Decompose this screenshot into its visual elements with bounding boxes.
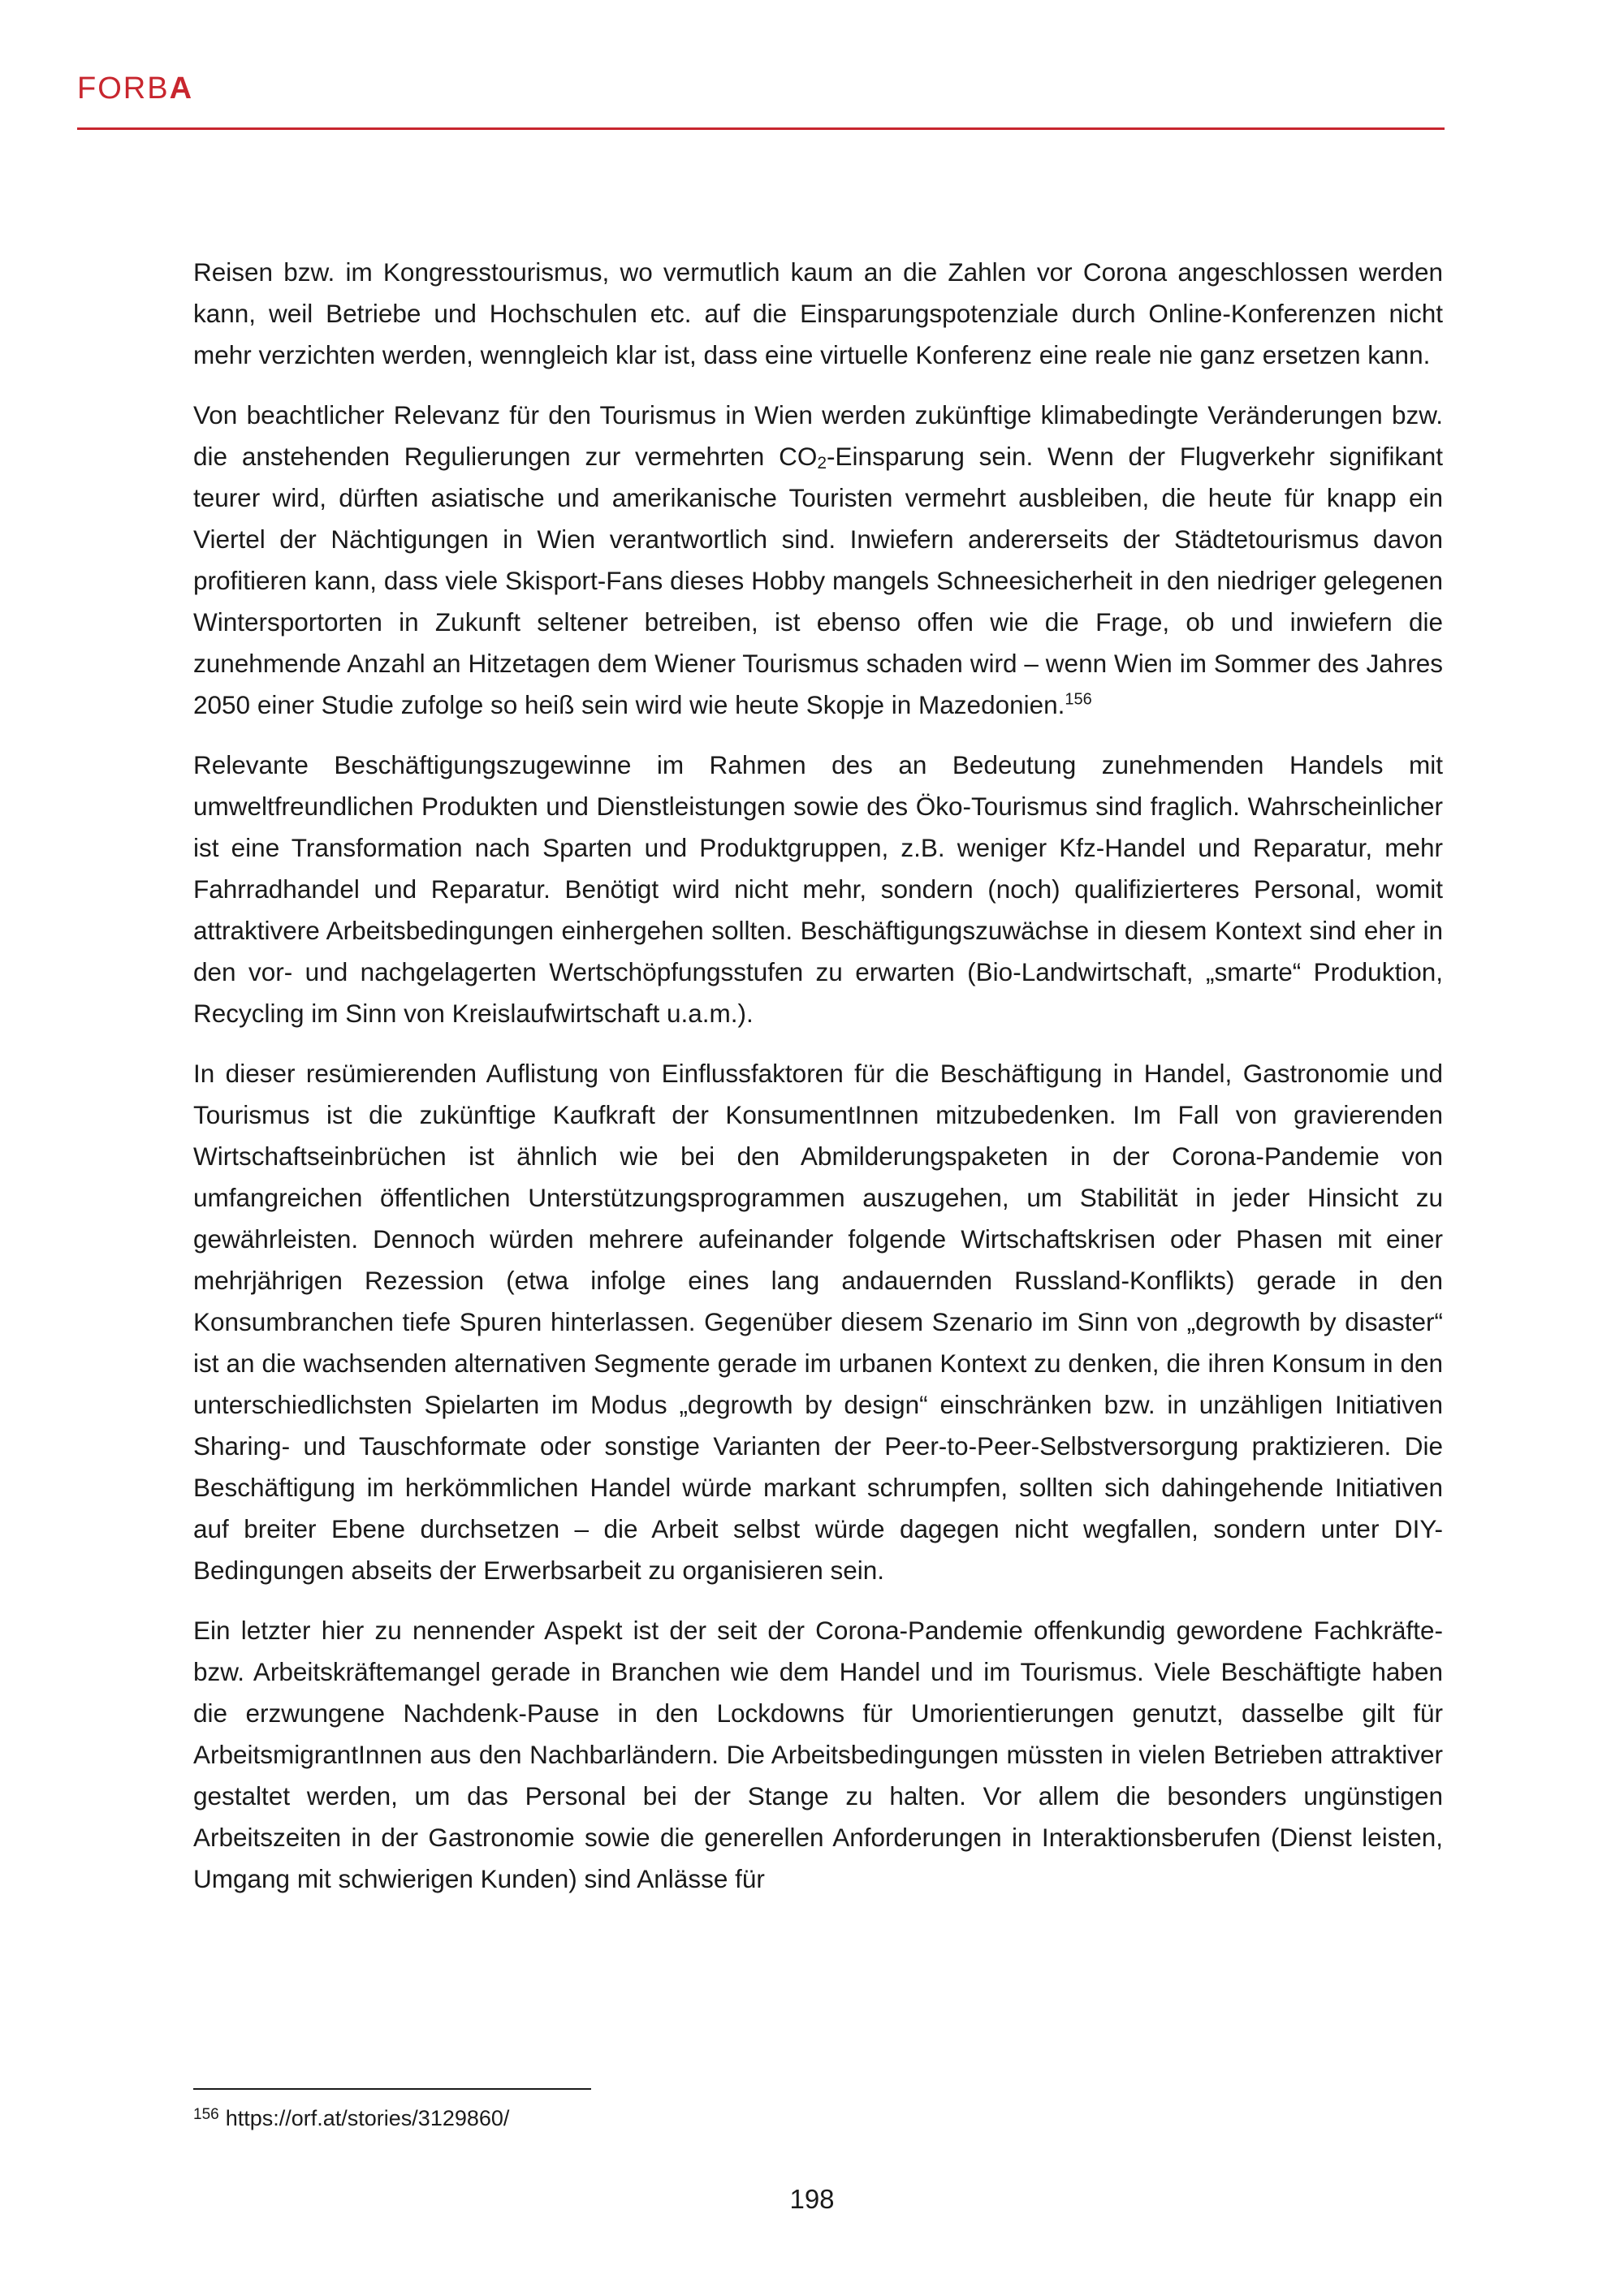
- forba-logo: [77, 71, 193, 106]
- co2-subscript: 2: [817, 454, 827, 473]
- footnote-number: 156: [193, 2106, 219, 2123]
- footnote-divider: [193, 2088, 591, 2090]
- logo-suffix: A: [169, 71, 194, 106]
- footnote-reference[interactable]: 156: [1065, 690, 1092, 709]
- paragraph-2: [193, 395, 1443, 726]
- paragraph-3: Relevante Beschäftigungszugewinne im Rahmen des an Bedeutung zunehmenden Handels mit umweltfreundlichen Produkten und Dienstleistungen sowie des Öko-Tourismus sind fraglich. Wahrscheinlicher ist eine Transformation nach Sparten und Produktgruppen, z.B. weniger Kfz-Handel und Reparatur, mehr Fahrradhandel und Reparatur. Benötigt wird nicht mehr, sondern (noch) qualifizierteres Personal, womit attraktivere Arbeitsbedingungen einhergehen sollten. Beschäftigungszuwächse in diesem Kontext sind eher in den vor- und nachgelagerten Wertschöpfungsstufen zu erwarten (Bio-Landwirtschaft, „smarte“ Produktion, Recycling im Sinn von Kreislaufwirtschaft u.a.m.).: [193, 750, 1443, 1028]
- paragraph-4: In dieser resümierenden Auflistung von Einflussfaktoren für die Beschäftigung in Handel, Gastronomie und Tourismus ist die zukünftige Kaufkraft der KonsumentInnen mitzubedenken. Im Fall von gravierenden Wirtschaftseinbrüchen ist ähnlich wie bei den Abmilderungspaketen in der Corona-Pandemie von umfangreichen öffentlichen Unterstützungsprogrammen auszugehen, um Stabilität in jeder Hinsicht zu gewährleisten. Dennoch würden mehrere aufeinander folgende Wirtschaftskrisen oder Phasen mit einer mehrjährigen Rezession (etwa infolge eines lang andauernden Russland-Konflikts) gerade in den Konsumbranchen tiefe Spuren hinterlassen. Gegenüber diesem Szenario im Sinn von „degrowth by disaster“ ist an die wachsenden alternativen Segmente gerade im urbanen Kontext zu denken, die ihren Konsum in den unterschiedlichsten Spielarten im Modus „degrowth by design“ einschränken bzw. in unzähligen Initiativen Sharing- und Tauschformate oder sonstige Varianten der Peer-to-Peer-Selbstversorgung praktizieren. Die Beschäftigung im herkömmlichen Handel würde markant schrumpfen, sollten sich dahingehende Initiativen auf breiter Ebene durchsetzen – die Arbeit selbst würde dagegen nicht wegfallen, sondern unter DIY-Bedingungen abseits der Erwerbsarbeit zu organisieren sein.: [193, 1059, 1443, 1585]
- header-divider: [77, 127, 1445, 130]
- paragraph-2-text-end: -Einsparung sein. Wenn der Flugverkehr signifikant teurer wird, dürften asiatische und amerikanische Touristen vermehrt ausbleiben, die heute für knapp ein Viertel der Nächtigungen in Wien verantwortlich sind. Inwiefern andererseits der Städtetourismus davon profitieren kann, dass viele Skisport-Fans dieses Hobby mangels Schneesicherheit in den niedriger gelegenen Wintersportorten in Zukunft seltener betreiben, ist ebenso offen wie die Frage, ob und inwiefern die zunehmende Anzahl an Hitzetagen dem Wiener Tourismus schaden wird – wenn Wien im Sommer des Jahres 2050 einer Studie zufolge so heiß sein wird wie heute Skopje in Mazedonien.: [193, 442, 1443, 719]
- footnote-link[interactable]: https://orf.at/stories/3129860/: [225, 2106, 510, 2130]
- paragraph-1: Reisen bzw. im Kongresstourismus, wo vermutlich kaum an die Zahlen vor Corona angeschlossen werden kann, weil Betriebe und Hochschulen etc. auf die Einsparungspotenziale durch Online-Konferenzen nicht mehr verzichten werden, wenngleich klar ist, dass eine virtuelle Konferenz eine reale nie ganz ersetzen kann.: [193, 257, 1443, 369]
- logo-prefix: FORB: [77, 71, 170, 106]
- paragraph-5: Ein letzter hier zu nennender Aspekt ist der seit der Corona-Pandemie offenkundig gewordene Fachkräfte- bzw. Arbeitskräftemangel gerade in Branchen wie dem Handel und im Tourismus. Viele Beschäftigte haben die erzwungene Nachdenk-Pause in den Lockdowns für Umorientierungen genutzt, dasselbe gilt für ArbeitsmigrantInnen aus den Nachbarländern. Die Arbeitsbedingungen müssten in vielen Betrieben attraktiver gestaltet werden, um das Personal bei der Stange zu halten. Vor allem die besonders ungünstigen Arbeitszeiten in der Gastronomie sowie die generellen Anforderungen in Interaktionsberufen (Dienst leisten, Umgang mit schwierigen Kunden) sind Anlässe für: [193, 1616, 1443, 1893]
- page-number: 198: [789, 2184, 835, 2214]
- paragraph-2-text-start: Von beachtlicher Relevanz für den Tourismus in Wien werden zukünftige klimabedingte Veränderungen bzw. die anstehenden Regulierungen zur vermehrten CO: [193, 400, 1443, 471]
- main-text: [193, 252, 1443, 1918]
- footnote: [193, 2104, 509, 2132]
